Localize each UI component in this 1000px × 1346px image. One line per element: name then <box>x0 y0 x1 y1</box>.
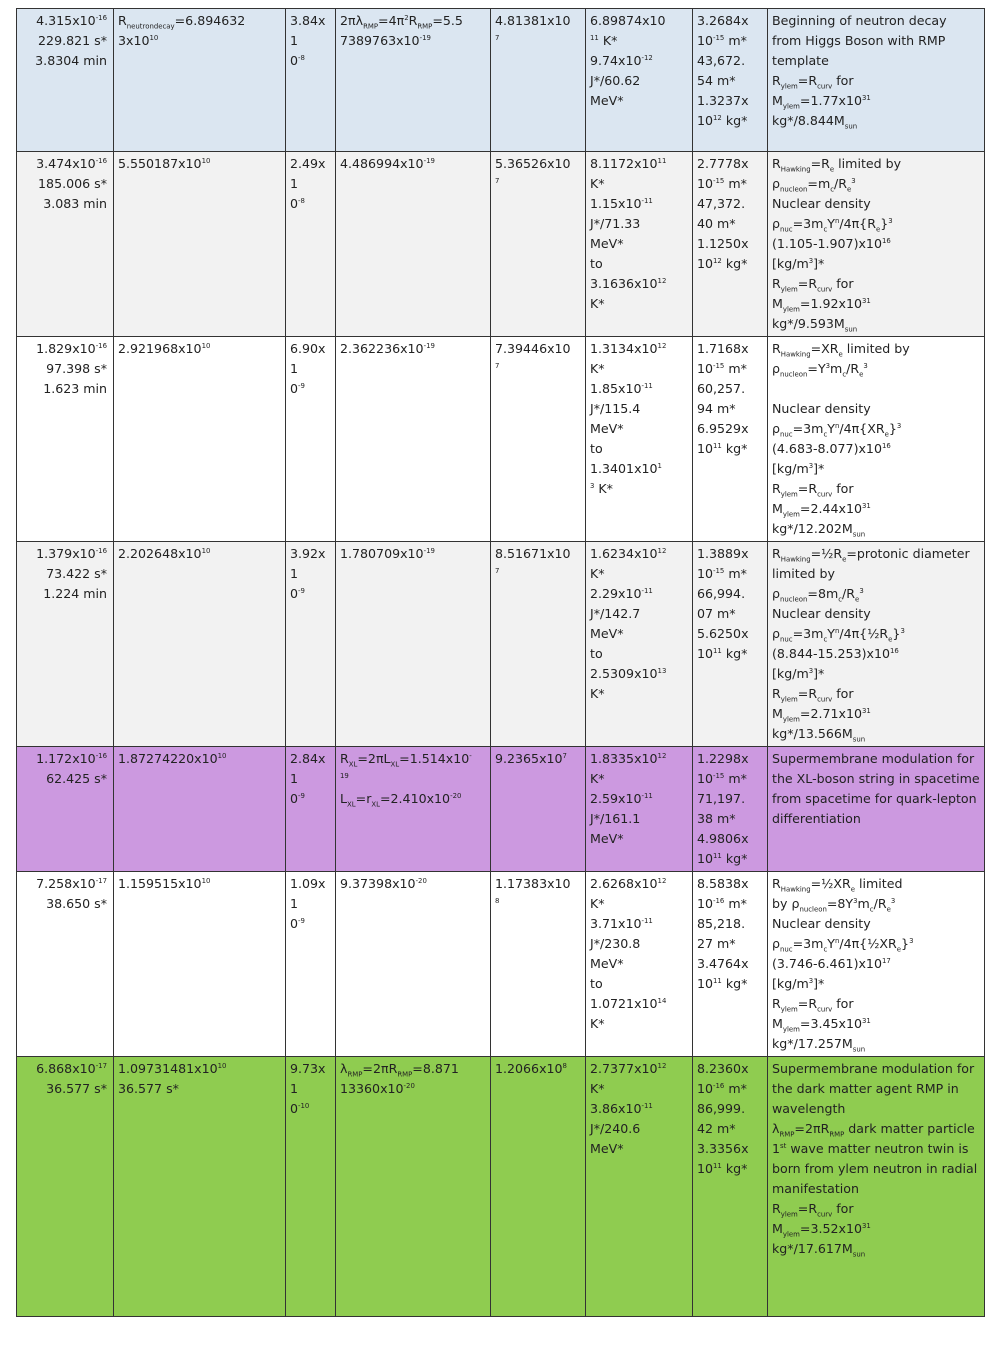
cell-line: $M_{ylem}=1.92x10^{31}$ <box>772 296 871 314</box>
cell-line: 5.36526x10 <box>495 156 571 171</box>
cell-line: $9.74x10^{-12}$ <box>590 53 653 68</box>
cell-line: J*/161.1 <box>590 811 641 826</box>
cell-line: $1.780709x10^{-19}$ <box>340 546 435 561</box>
cell-line: MeV* <box>590 956 624 971</box>
description-cell <box>768 542 985 747</box>
wavelength-cell <box>336 542 491 747</box>
cell-line: $R_{Hawking}=\frac{1}{2}XR_e$ limited <box>772 876 903 894</box>
cell-line: $1.379x10^{-16}$ <box>36 546 107 561</box>
cell-line: $^{11}$ K* <box>590 33 618 48</box>
cell-line: $10^{11}$ kg* <box>697 851 748 866</box>
cell-line: 71,197. <box>697 791 746 806</box>
cell-line: $1.159515x10^{10}$ <box>118 876 211 891</box>
cell-line: $(3.746-6.461)x10^{17}$ <box>772 956 891 971</box>
cell-line: 1.09x1 <box>290 876 326 911</box>
cell-line: $0^{-9}$ <box>290 586 305 601</box>
cell-line: 43,672. <box>697 53 746 68</box>
cell-line: Supermembrane modulation for the dark matter agent RMP in wavelength <box>772 1061 975 1116</box>
frequency-cell <box>491 337 586 542</box>
cell-line: 07 m* <box>697 606 736 621</box>
cell-line: Beginning of neutron decay <box>772 13 947 28</box>
cell-line: $9.37398x10^{-20}$ <box>340 876 427 891</box>
cell-line: $M_{ylem}=2.71x10^{31}$ <box>772 706 871 724</box>
cell-line: 2.7778x <box>697 156 749 171</box>
table-row <box>17 872 985 1057</box>
value-cell <box>286 872 336 1057</box>
cell-line: $2.362236x10^{-19}$ <box>340 341 435 356</box>
cell-line: Supermembrane modulation for the XL-boson string in spacetime from spacetime for quark-lepton differentiation <box>772 751 980 826</box>
cell-line: 47,372. <box>697 196 746 211</box>
cell-line: $R_{ylem}=R_{curv}$ for <box>772 481 854 499</box>
cell-line: 54 m* <box>697 73 736 88</box>
radius-cell <box>114 872 286 1057</box>
cell-line: $(1.105-1.907)x10^{16}$ <box>772 236 891 251</box>
description-cell <box>768 1057 985 1317</box>
cell-line: 1.17383x10 <box>495 876 571 891</box>
description-cell <box>768 872 985 1057</box>
wavelength-cell <box>336 1057 491 1317</box>
cell-line: 7 <box>495 176 500 185</box>
temperature-energy-cell <box>586 747 693 872</box>
cell-line: $M_{ylem}=3.45x10^{31}$ <box>772 1016 871 1034</box>
cell-line: $1.172x10^{-16}$ <box>36 751 107 766</box>
cell-line: J*/230.8 <box>590 936 641 951</box>
cell-line: 2.49x1 <box>290 156 326 191</box>
cell-line: $2\pi\lambda_{RMP}=4\pi^2R_{RMP}=5.5$ <box>340 13 463 31</box>
cell-line: J*/71.33 <box>590 216 641 231</box>
radius-cell <box>114 152 286 337</box>
cell-line: $7.258x10^{-17}$ <box>36 876 107 891</box>
cell-line: $6.868x10^{-17}$ <box>36 1061 107 1076</box>
cell-line: to <box>590 646 603 661</box>
cell-line: $4.486994x10^{-19}$ <box>340 156 435 171</box>
cell-line: 86,999. <box>697 1101 746 1116</box>
temperature-energy-cell <box>586 337 693 542</box>
cell-line: 3.083 min <box>43 196 107 211</box>
cell-line: $1.6234x10^{12}$ <box>590 546 667 561</box>
cell-line: $8.1172x10^{11}$ <box>590 156 667 171</box>
cell-line: $kg*/8.844M_{sun}$ <box>772 113 858 131</box>
cell-line: $10^{12}$ kg* <box>697 113 748 128</box>
cell-line: $\rho_{nuc}=3m_cY^n/4\pi\{R_e\}^3$ <box>772 216 893 234</box>
temperature-energy-cell <box>586 9 693 152</box>
cell-line: $10^{-15}$ m* <box>697 566 747 581</box>
cell-line: $L_{XL}=r_{XL}=2.410x10^{-20}$ <box>340 791 462 809</box>
cell-line: Nuclear density <box>772 606 871 621</box>
cell-line: 1st wave matter neutron twin is born from ylem neutron in radial manifestation <box>772 1141 978 1196</box>
cell-line: $\rho_{nuc}=3m_cY^n/4\pi\{XR_e\}^3$ <box>772 421 902 439</box>
cell-line: 40 m* <box>697 216 736 231</box>
cell-line: $1.3401x10^1$ <box>590 461 662 476</box>
temperature-energy-cell <box>586 152 693 337</box>
cell-line: MeV* <box>590 1141 624 1156</box>
cell-line <box>772 379 980 399</box>
cell-line: $1.3134x10^{12}$ <box>590 341 667 356</box>
cell-line: from Higgs Boson with RMP template <box>772 33 946 68</box>
cell-line: 5.6250x <box>697 626 749 641</box>
table-row <box>17 337 985 542</box>
cell-line: $kg*/17.257M_{sun}$ <box>772 1036 866 1054</box>
cell-line: 1.3237x <box>697 93 749 108</box>
cell-line: 3.8304 min <box>35 53 107 68</box>
cell-line: $(4.683-8.077)x10^{16}$ <box>772 441 891 456</box>
cell-line: by $\rho_{nucleon}=8Y^3m_c/R_e^3$ <box>772 896 896 914</box>
cell-line: 8 <box>495 896 500 905</box>
table-body <box>17 9 985 1317</box>
length-mass-cell <box>693 337 768 542</box>
data-table <box>16 8 985 1317</box>
cell-line: 1.2298x <box>697 751 749 766</box>
cell-line: 97.398 s* <box>46 361 107 376</box>
cell-line: 1.623 min <box>43 381 107 396</box>
cell-line: K* <box>590 566 605 581</box>
cell-line: $\lambda_{RMP}=2\pi R_{RMP}$ dark matter particle <box>772 1121 975 1139</box>
cell-line: J*/240.6 <box>590 1121 641 1136</box>
cell-line: $10^{-15}$ m* <box>697 33 747 48</box>
length-mass-cell <box>693 872 768 1057</box>
cell-line: $[kg/m^3]*$ <box>772 256 825 271</box>
radius-cell <box>114 9 286 152</box>
cell-line: 6.89874x10 <box>590 13 666 28</box>
cell-line: MeV* <box>590 236 624 251</box>
table-row <box>17 152 985 337</box>
cell-line: 7.39446x10 <box>495 341 571 356</box>
cell-line: $5.550187x10^{10}$ <box>118 156 211 171</box>
cell-line: 73.422 s* <box>46 566 107 581</box>
cell-line: 3.2684x <box>697 13 749 28</box>
cell-line: $\lambda_{RMP}=2\pi R_{RMP}=8.871$ <box>340 1061 459 1079</box>
cell-line: 3.4764x <box>697 956 749 971</box>
cell-line: $1.15x10^{-11}$ <box>590 196 653 211</box>
cell-line: 3.84x1 <box>290 13 326 48</box>
cell-line: Nuclear density <box>772 196 871 211</box>
cell-line: $3x10^{10}$ <box>118 33 159 48</box>
length-mass-cell <box>693 9 768 152</box>
cell-line: $10^{-15}$ m* <box>697 771 747 786</box>
cell-line: $0^{-9}$ <box>290 791 305 806</box>
temperature-energy-cell <box>586 872 693 1057</box>
wavelength-cell <box>336 872 491 1057</box>
cell-line: 3.92x1 <box>290 546 326 581</box>
cell-line: $1.829x10^{-16}$ <box>36 341 107 356</box>
cell-line: 42 m* <box>697 1121 736 1136</box>
cell-line: $R_{Hawking}=R_e$ limited by <box>772 156 902 174</box>
cell-line: $\rho_{nucleon}=8m_c/R_e^3$ <box>772 586 864 604</box>
cell-line: K* <box>590 1081 605 1096</box>
cell-line: $3.474x10^{-16}$ <box>36 156 107 171</box>
cell-line: $10^{11}$ kg* <box>697 646 748 661</box>
cell-line: $2.921968x10^{10}$ <box>118 341 211 356</box>
cell-line: $kg*/12.202M_{sun}$ <box>772 521 866 539</box>
cell-line: $10^{-15}$ m* <box>697 361 747 376</box>
cell-line: $10^{-16}$ m* <box>697 896 747 911</box>
table-row <box>17 9 985 152</box>
wavelength-cell <box>336 9 491 152</box>
cell-line: Nuclear density <box>772 401 871 416</box>
cell-line: $10^{11}$ kg* <box>697 441 748 456</box>
wavelength-cell <box>336 152 491 337</box>
cell-line: 60,257. <box>697 381 746 396</box>
cell-line: K* <box>590 176 605 191</box>
temperature-energy-cell <box>586 542 693 747</box>
value-cell <box>286 747 336 872</box>
cell-line: $R_{XL}=2\pi L_{XL}=1.514x10^-$ <box>340 751 472 769</box>
cell-line: K* <box>590 686 605 701</box>
cell-line: 85,218. <box>697 916 746 931</box>
cell-line: $4.315x10^{-16}$ <box>36 13 107 28</box>
cell-line: 6.9529x <box>697 421 749 436</box>
description-cell <box>768 152 985 337</box>
wavelength-cell <box>336 337 491 542</box>
cell-line: MeV* <box>590 626 624 641</box>
time-cell <box>17 747 114 872</box>
time-cell <box>17 872 114 1057</box>
cell-line: $1.0721x10^{14}$ <box>590 996 667 1011</box>
cell-line: K* <box>590 1016 605 1031</box>
cell-line: J*/115.4 <box>590 401 641 416</box>
cell-line: $R_{neutrondecay}=6.894632$ <box>118 13 246 31</box>
cell-line: J*/142.7 <box>590 606 641 621</box>
cell-line: $1.8335x10^{12}$ <box>590 751 667 766</box>
cell-line: 4.81381x10 <box>495 13 571 28</box>
description-cell <box>768 337 985 542</box>
cell-line: 36.577 s* <box>118 1081 179 1096</box>
cell-line: $M_{ylem}=2.44x10^{31}$ <box>772 501 871 519</box>
cell-line: $7389763x10^{-19}$ <box>340 33 431 48</box>
cell-line: $R_{ylem}=R_{curv}$ for <box>772 73 854 91</box>
cell-line: $10^{-15}$ m* <box>697 176 747 191</box>
cell-line: 2.84x1 <box>290 751 326 786</box>
cell-line: 4.9806x <box>697 831 749 846</box>
radius-cell <box>114 747 286 872</box>
cell-line: $R_{ylem}=R_{curv}$ for <box>772 686 854 704</box>
description-cell <box>768 747 985 872</box>
frequency-cell <box>491 9 586 152</box>
cell-line: 66,994. <box>697 586 746 601</box>
value-cell <box>286 337 336 542</box>
frequency-cell <box>491 1057 586 1317</box>
value-cell <box>286 9 336 152</box>
cell-line: $0^{-8}$ <box>290 53 305 68</box>
description-cell <box>768 9 985 152</box>
cell-line: 8.2360x <box>697 1061 749 1076</box>
cell-line: 7 <box>495 361 500 370</box>
cell-line: 38 m* <box>697 811 736 826</box>
cell-line: $kg*/13.566M_{sun}$ <box>772 726 866 744</box>
length-mass-cell <box>693 1057 768 1317</box>
cell-line: K* <box>590 296 605 311</box>
cell-line: $1.2066x10^8$ <box>495 1061 567 1076</box>
radius-cell <box>114 542 286 747</box>
cell-line: 27 m* <box>697 936 736 951</box>
cell-line: $10^{-16}$ m* <box>697 1081 747 1096</box>
length-mass-cell <box>693 542 768 747</box>
cell-line: 19 <box>340 771 349 780</box>
wavelength-cell <box>336 747 491 872</box>
cell-line: $1.87274220x10^{10}$ <box>118 751 227 766</box>
cell-line: $(8.844-15.253)x10^{16}$ <box>772 646 899 661</box>
cell-line: $\rho_{nucleon}=m_c/R_e^3$ <box>772 176 856 194</box>
cell-line: 1.1250x <box>697 236 749 251</box>
cell-line: $0^{-9}$ <box>290 916 305 931</box>
cell-line: $[kg/m^3]*$ <box>772 461 825 476</box>
cell-line: $3.71x10^{-11}$ <box>590 916 653 931</box>
frequency-cell <box>491 152 586 337</box>
length-mass-cell <box>693 152 768 337</box>
table-row <box>17 1057 985 1317</box>
cell-line: $2.7377x10^{12}$ <box>590 1061 667 1076</box>
cell-line: to <box>590 976 603 991</box>
table-row <box>17 542 985 747</box>
length-mass-cell <box>693 747 768 872</box>
time-cell <box>17 152 114 337</box>
value-cell <box>286 1057 336 1317</box>
cell-line: 3.3356x <box>697 1141 749 1156</box>
cell-line: $3.1636x10^{12}$ <box>590 276 667 291</box>
cell-line: K* <box>590 361 605 376</box>
cell-line: $R_{ylem}=R_{curv}$ for <box>772 1201 854 1219</box>
cell-line: MeV* <box>590 93 624 108</box>
cell-line: $10^{11}$ kg* <box>697 1161 748 1176</box>
cell-line: $\rho_{nuc}=3m_cY^n/4\pi\{\frac{1}{2}R_e\}^3$ <box>772 626 905 644</box>
cell-line: $2.202648x10^{10}$ <box>118 546 211 561</box>
time-cell <box>17 9 114 152</box>
cell-line: $9.2365x10^7$ <box>495 751 567 766</box>
cell-line: 9.73x1 <box>290 1061 326 1096</box>
cell-line: $^3$ K* <box>590 481 613 496</box>
temperature-energy-cell <box>586 1057 693 1317</box>
cell-line: $R_{Hawking}=XR_e$ limited by <box>772 341 910 359</box>
cell-line: $R_{ylem}=R_{curv}$ for <box>772 276 854 294</box>
cell-line: MeV* <box>590 831 624 846</box>
cell-line: to <box>590 441 603 456</box>
cell-line: $10^{11}$ kg* <box>697 976 748 991</box>
cell-line: $13360x10^{-20}$ <box>340 1081 415 1096</box>
cell-line: 6.90x1 <box>290 341 326 376</box>
time-cell <box>17 337 114 542</box>
time-cell <box>17 542 114 747</box>
cell-line: Nuclear density <box>772 916 871 931</box>
cell-line: $10^{12}$ kg* <box>697 256 748 271</box>
cell-line: 38.650 s* <box>46 896 107 911</box>
time-cell <box>17 1057 114 1317</box>
cell-line: $0^{-9}$ <box>290 381 305 396</box>
cell-line: 94 m* <box>697 401 736 416</box>
cell-line: 1.7168x <box>697 341 749 356</box>
cell-line: $2.29x10^{-11}$ <box>590 586 653 601</box>
cell-line: 7 <box>495 33 500 42</box>
cell-line: 229.821 s* <box>38 33 107 48</box>
cell-line: $1.85x10^{-11}$ <box>590 381 653 396</box>
cell-line: $2.6268x10^{12}$ <box>590 876 667 891</box>
cell-line: $\rho_{nucleon}=Y^3m_c/R_e^3$ <box>772 361 868 379</box>
cell-line: K* <box>590 896 605 911</box>
cell-line: $M_{ylem}=3.52x10^{31}$ <box>772 1221 871 1239</box>
cell-line: $2.59x10^{-11}$ <box>590 791 653 806</box>
cell-line: 1.224 min <box>43 586 107 601</box>
cell-line: K* <box>590 771 605 786</box>
radius-cell <box>114 337 286 542</box>
cell-line: $1.09731481x10^{10}$ <box>118 1061 227 1076</box>
cell-line: $\rho_{nuc}=3m_cY^n/4\pi\{\frac{1}{2}XR_e\}^3$ <box>772 936 914 954</box>
cell-line: to <box>590 256 603 271</box>
cell-line: 8.51671x10 <box>495 546 571 561</box>
cell-line: 1.3889x <box>697 546 749 561</box>
cell-line: 36.577 s* <box>46 1081 107 1096</box>
cell-line: $2.5309x10^{13}$ <box>590 666 667 681</box>
frequency-cell <box>491 747 586 872</box>
radius-cell <box>114 1057 286 1317</box>
value-cell <box>286 542 336 747</box>
cell-line: $0^{-8}$ <box>290 196 305 211</box>
table-row <box>17 747 985 872</box>
value-cell <box>286 152 336 337</box>
cell-line: $R_{ylem}=R_{curv}$ for <box>772 996 854 1014</box>
cell-line: 8.5838x <box>697 876 749 891</box>
cell-line: J*/60.62 <box>590 73 641 88</box>
frequency-cell <box>491 542 586 747</box>
cell-line: $[kg/m^3]*$ <box>772 666 825 681</box>
cell-line: $3.86x10^{-11}$ <box>590 1101 653 1116</box>
cell-line: 62.425 s* <box>46 771 107 786</box>
cell-line: $kg*/17.617M_{sun}$ <box>772 1241 866 1259</box>
cell-line: MeV* <box>590 421 624 436</box>
cell-line: $0^{-10}$ <box>290 1101 310 1116</box>
cell-line: $M_{ylem}=1.77x10^{31}$ <box>772 93 871 111</box>
cell-line: 7 <box>495 566 500 575</box>
cell-line: 185.006 s* <box>38 176 107 191</box>
frequency-cell <box>491 872 586 1057</box>
cell-line: $R_{Hawking}=\frac{1}{2}R_e=protonic$ diameter limited by <box>772 546 970 581</box>
cell-line: $[kg/m^3]*$ <box>772 976 825 991</box>
cell-line: $kg*/9.593M_{sun}$ <box>772 316 858 334</box>
